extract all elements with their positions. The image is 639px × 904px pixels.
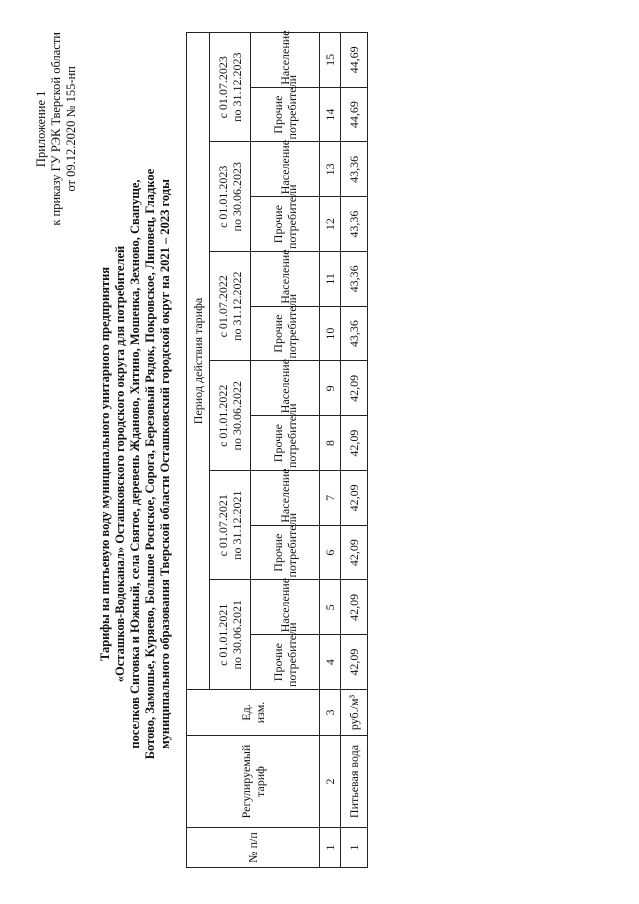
period-header: с 01.07.2023 по 31.12.2023 bbox=[210, 33, 251, 143]
row-tariff: Питьевая вода bbox=[341, 736, 368, 828]
document-title bbox=[98, 114, 173, 814]
tariff-value: 42,09 bbox=[341, 416, 368, 471]
consumer-other-header: Прочие потребители bbox=[251, 416, 320, 471]
tariff-table bbox=[186, 32, 368, 868]
tariff-value: 43,36 bbox=[341, 142, 368, 197]
period-header: с 01.07.2022 по 31.12.2022 bbox=[210, 252, 251, 362]
header-unit: Ед. изм. bbox=[187, 690, 320, 736]
header-num: № п/п bbox=[187, 828, 320, 868]
period-header: с 01.01.2023 по 30.06.2023 bbox=[210, 142, 251, 252]
title-line-4: Ботово, Замошье, Куряево, Большое Роснское, Сорога, Березовый Рядок, Покровское, Липовец, Гладкое bbox=[143, 168, 157, 760]
tariff-value: 42,09 bbox=[341, 471, 368, 526]
consumer-population-header: Население bbox=[251, 471, 320, 526]
consumer-other-header: Прочие потребители bbox=[251, 87, 320, 142]
header-period: Период действия тарифа bbox=[187, 33, 210, 690]
consumer-population-header: Население bbox=[251, 142, 320, 197]
consumer-population-header: Население bbox=[251, 252, 320, 307]
tariff-value: 42,09 bbox=[341, 361, 368, 416]
tariff-value: 43,36 bbox=[341, 197, 368, 252]
consumer-population-header: Население bbox=[251, 361, 320, 416]
consumer-population-header: Население bbox=[251, 33, 320, 88]
period-header: с 01.01.2021 по 30.06.2021 bbox=[210, 580, 251, 690]
tariff-value: 42,09 bbox=[341, 525, 368, 580]
header-tariff: Регулируемый тариф bbox=[187, 736, 320, 828]
tariff-value: 43,36 bbox=[341, 306, 368, 361]
appendix-note bbox=[34, 32, 79, 226]
consumer-other-header: Прочие потребители bbox=[251, 306, 320, 361]
title-line-1: Тарифы на питьевую воду муниципального унитарного предприятия bbox=[98, 266, 112, 662]
consumer-other-header: Прочие потребители bbox=[251, 197, 320, 252]
column-number-row: 1 2 3 4 5 6 7 8 9 10 11 12 13 14 15 bbox=[320, 33, 341, 868]
table-row bbox=[341, 33, 368, 868]
title-line-3: поселков Сиговка и Южный, села Святое, деревень Жданово, Хитино, Мошенка, Зехново, Свапуще, bbox=[128, 179, 142, 749]
tariff-value: 44,69 bbox=[341, 87, 368, 142]
row-unit: руб./м³ bbox=[341, 690, 368, 736]
period-header: с 01.01.2022 по 30.06.2022 bbox=[210, 361, 251, 471]
appendix-line-2: к приказу ГУ РЭК Тверской области bbox=[49, 32, 63, 226]
tariff-value: 43,36 bbox=[341, 252, 368, 307]
title-line-2: «Осташков-Водоканал» Осташковского городского округа для потребителей bbox=[113, 245, 127, 683]
tariff-value: 42,09 bbox=[341, 580, 368, 635]
title-line-5: муниципального образования Тверской области Осташковский городской округ на 2021 – 2023 годы bbox=[158, 179, 172, 749]
appendix-line-1: Приложение 1 bbox=[34, 90, 48, 168]
tariff-value: 42,09 bbox=[341, 635, 368, 690]
consumer-other-header: Прочие потребители bbox=[251, 635, 320, 690]
tariff-value: 44,69 bbox=[341, 33, 368, 88]
period-header: с 01.07.2021 по 31.12.2021 bbox=[210, 471, 251, 581]
consumer-population-header: Население bbox=[251, 580, 320, 635]
appendix-line-3: от 09.12.2020 № 155-нп bbox=[64, 66, 78, 192]
row-num: 1 bbox=[341, 828, 368, 868]
consumer-other-header: Прочие потребители bbox=[251, 525, 320, 580]
